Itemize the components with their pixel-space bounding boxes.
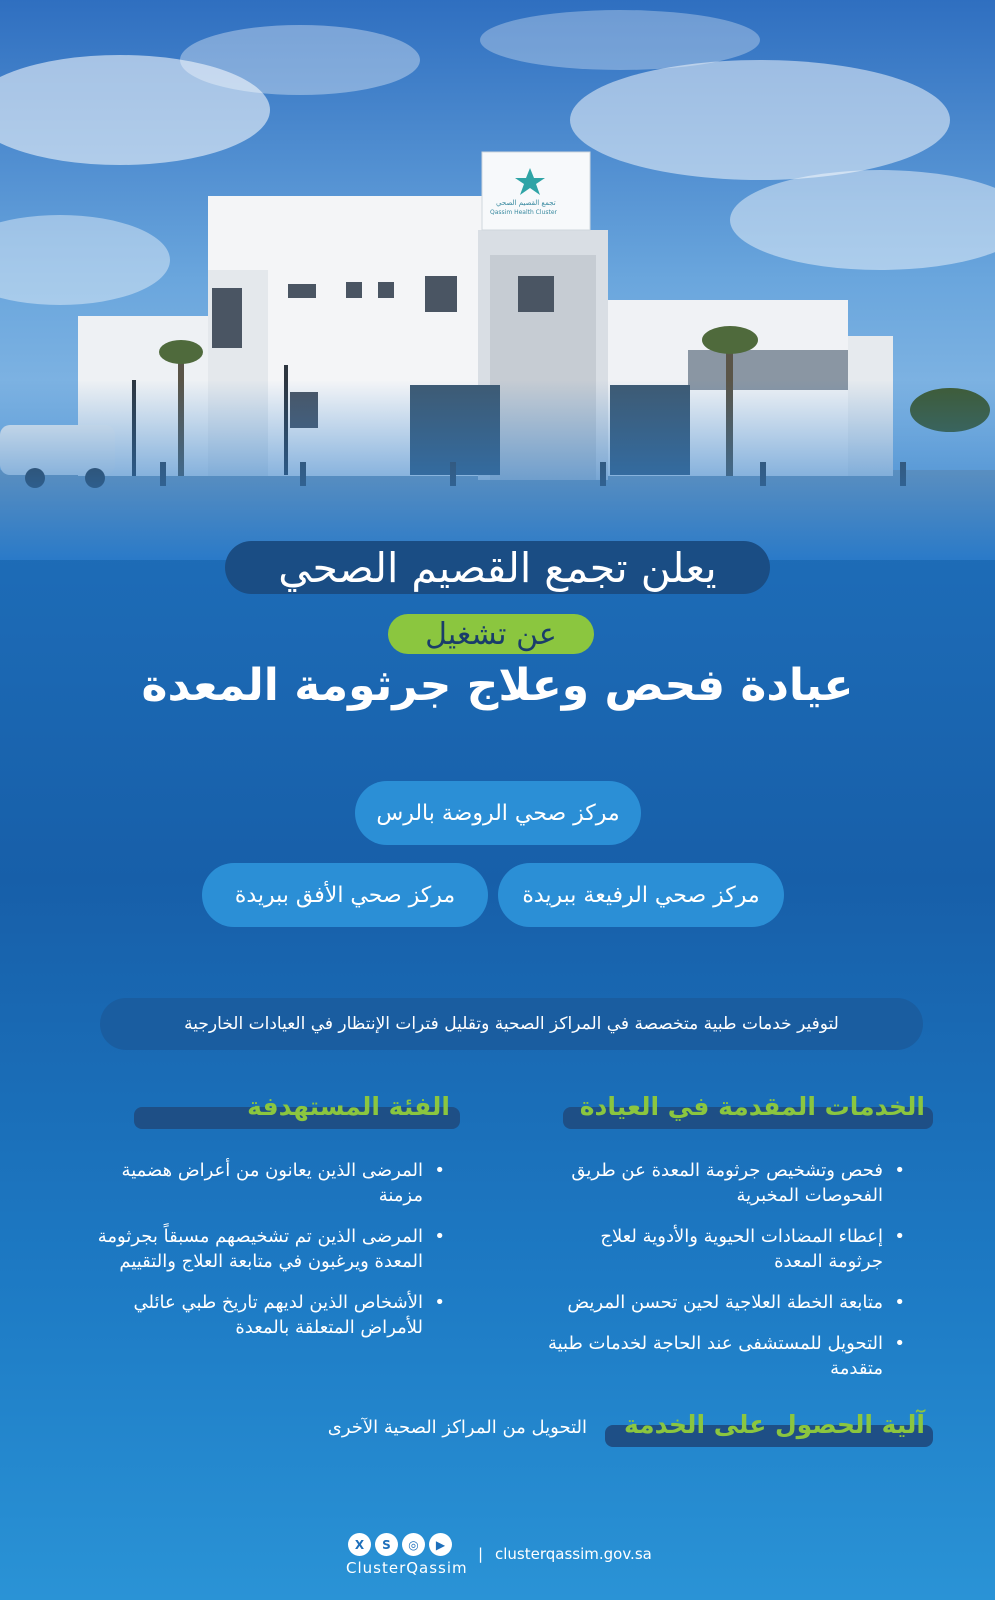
- target-list: [77, 1158, 447, 1356]
- footer-separator: |: [478, 1545, 484, 1563]
- services-list: [542, 1158, 907, 1397]
- list-item: • متابعة الخطة العلاجية لحين تحسن المريض: [542, 1290, 907, 1315]
- list-item: • المرضى الذين تم تشخيصهم مسبقاً بجرثومة المعدة ويرغبون في متابعة العلاج والتقييم: [77, 1224, 447, 1274]
- list-item: • الأشخاص الذين لديهم تاريخ طبي عائلي للأمراض المتعلقة بالمعدة: [77, 1290, 447, 1340]
- instagram-icon[interactable]: ◎: [402, 1533, 425, 1556]
- social-handle: ClusterQassim: [346, 1559, 468, 1577]
- services-title: الخدمات المقدمة في العيادة: [579, 1092, 925, 1121]
- list-item: • المرضى الذين يعانون من أعراض هضمية مزمنة: [77, 1158, 447, 1208]
- subheadline: عن تشغيل: [425, 616, 557, 652]
- main-title: عيادة فحص وعلاج جرثومة المعدة: [141, 660, 854, 711]
- social-links: [348, 1533, 452, 1556]
- access-title: آلية الحصول على الخدمة: [623, 1410, 925, 1439]
- building-sign-english: Qassim Health Cluster: [490, 209, 557, 216]
- headline-pill: [225, 541, 770, 594]
- access-text: التحويل من المراكز الصحية الآخرى: [327, 1417, 587, 1438]
- subheadline-pill: [388, 614, 594, 654]
- website-link[interactable]: clusterqassim.gov.sa: [495, 1545, 652, 1563]
- center-pill-rawdah: مركز صحي الروضة بالرس: [355, 781, 641, 845]
- snapchat-icon[interactable]: S: [375, 1533, 398, 1556]
- hero-building-photo: [0, 0, 995, 560]
- x-icon[interactable]: X: [348, 1533, 371, 1556]
- list-item: • فحص وتشخيص جرثومة المعدة عن طريق الفحوصات المخبرية: [542, 1158, 907, 1208]
- youtube-icon[interactable]: ▶: [429, 1533, 452, 1556]
- list-item: • التحويل للمستشفى عند الحاجة لخدمات طبية متقدمة: [542, 1331, 907, 1381]
- center-pill-rafiah: مركز صحي الرفيعة ببريدة: [498, 863, 784, 927]
- list-item: • إعطاء المضادات الحيوية والأدوية لعلاج جرثومة المعدة: [542, 1224, 907, 1274]
- headline: يعلن تجمع القصيم الصحي: [278, 543, 717, 592]
- target-title: الفئة المستهدفة: [247, 1092, 450, 1121]
- goal-statement: لتوفير خدمات طبية متخصصة في المراكز الصحية وتقليل فترات الإنتظار في العيادات الخارجية: [100, 998, 923, 1050]
- building-sign-arabic: تجمع القصيم الصحي: [496, 199, 556, 207]
- center-pill-ufuq: مركز صحي الأفق ببريدة: [202, 863, 488, 927]
